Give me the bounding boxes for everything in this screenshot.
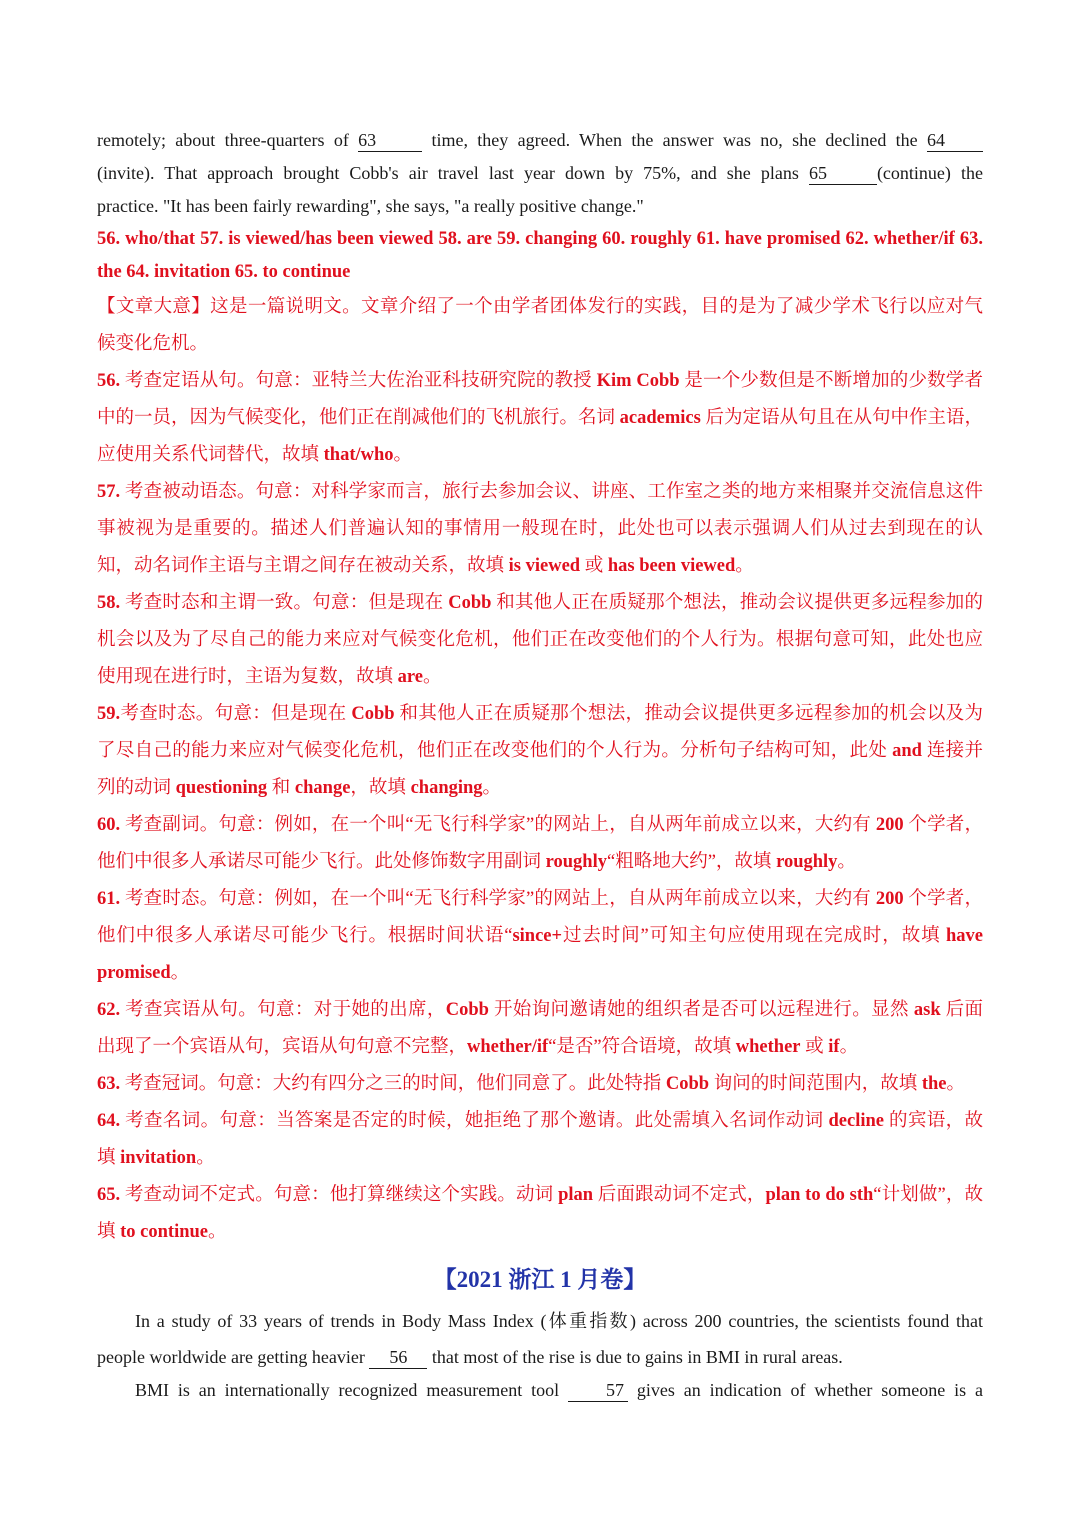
explanation-text: 。: [422, 667, 442, 687]
explanation-item: [97, 1177, 983, 1251]
explanation-item: [97, 1066, 983, 1103]
explanation-list: [97, 363, 983, 1251]
explanation-text: 。: [946, 1074, 966, 1094]
passage-text: time, they agreed. When the answer was no, she declined the: [422, 130, 927, 150]
explanation-keyword: Kim Cobb: [596, 371, 680, 391]
explanation-number: 64.: [97, 1111, 121, 1131]
explanation-item: [97, 363, 983, 474]
answer-key: 56. who/that 57. is viewed/has been viewed 58. are 59. changing 60. roughly 61. have promised 62. whether/if 63. the 64. invitation 65. to continue: [97, 229, 983, 282]
explanation-text: 后面出现了一个宾语从句，宾语从句句意不完整，: [97, 1000, 983, 1057]
explanation-keyword: have promised: [97, 926, 984, 983]
explanation-keyword: ask: [913, 1000, 941, 1020]
explanation-item: [97, 1103, 983, 1177]
explanation-keyword: plan: [558, 1185, 594, 1205]
explanation-text: 。: [196, 1148, 215, 1168]
explanation-text: 开始询问邀请她的组织者是否可以远程进行。显然: [488, 1000, 914, 1020]
explanation-keyword: decline: [828, 1111, 884, 1131]
explanation-keyword: changing: [410, 778, 483, 798]
article-summary: 【文章大意】这是一篇说明文。文章介绍了一个由学者团体发行的实践，目的是为了减少学术飞行以应对气候变化危机。: [97, 297, 983, 354]
explanation-text: 。: [735, 556, 754, 576]
explanation-text: 或: [800, 1037, 829, 1057]
explanation-text: 考查副词。句意：例如，在一个叫“无飞行科学家”的网站上，自从两年前成立以来，大约有: [120, 815, 876, 835]
explanation-text: 考查时态。句意：但是现在: [120, 704, 352, 724]
explanation-keyword: Cobb: [351, 704, 395, 724]
explanation-keyword: roughly: [776, 852, 838, 872]
explanation-text: “计划做”，故填: [97, 1185, 983, 1242]
explanation-keyword: invitation: [120, 1148, 197, 1168]
passage-text: that most of the rise is due to gains in BMI in rural areas.: [427, 1347, 843, 1367]
explanation-keyword: are: [397, 667, 423, 687]
explanation-item: [97, 696, 983, 807]
passage-line: practice. "It has been fairly rewarding", she says, "a really positive change.": [97, 196, 644, 216]
explanation-item: [97, 992, 983, 1066]
section-title: 【2021 浙江 1 月卷】: [433, 1267, 647, 1292]
explanation-text: 考查时态。句意：例如，在一个叫“无飞行科学家”的网站上，自从两年前成立以来，大约有: [120, 889, 876, 909]
explanation-number: 63.: [97, 1074, 121, 1094]
explanation-text: 。: [208, 1222, 227, 1242]
explanation-text: 过去时间”可知主句应使用现在完成时，故填: [562, 926, 947, 946]
explanation-text: 后为定语从句且在从句中作主语，应使用关系代词替代，故填: [97, 408, 983, 465]
explanation-keyword: change: [294, 778, 351, 798]
explanation-keyword: and: [892, 741, 922, 761]
explanation-keyword: Cobb: [445, 1000, 489, 1020]
explanation-number: 61.: [97, 889, 121, 909]
explanation-keyword: is viewed: [508, 556, 581, 576]
explanation-text: 后面跟动词不定式，: [593, 1185, 766, 1205]
explanation-text: 询问的时间范围内，故填: [709, 1074, 922, 1094]
explanation-text: 考查名词。句意：当答案是否定的时候，她拒绝了那个邀请。此处需填入名词作动词: [120, 1111, 829, 1131]
explanation-text: 。: [393, 445, 413, 465]
explanation-number: 59.: [97, 704, 121, 724]
explanation-number: 57.: [97, 482, 121, 502]
explanation-number: 60.: [97, 815, 121, 835]
explanation-keyword: whether/if: [467, 1037, 549, 1057]
explanation-text: 考查宾语从句。句意：对于她的出席，: [120, 1000, 446, 1020]
explanation-text: 考查被动语态。句意：对科学家而言，旅行去参加会议、讲座、工作室之类的地方来相聚并交流信息这件事被视为是重要的。描述人们普遍认知的事情用一般现在时，此处也可以表示强调人们从过去到现在的认知，动名词作主语与主谓之间存在被动关系，故填: [97, 482, 983, 576]
explanation-text: 和其他人正在质疑那个想法，推动会议提供更多远程参加的机会以及为了尽自己的能力来应对气候变化危机，他们正在改变他们的个人行为。分析句子结构可知，此处: [97, 704, 983, 761]
explanation-number: 65.: [97, 1185, 121, 1205]
passage-line: In a study of 33 years of trends in Body Mass Index (体重指数) across 200 countries, the scientists found that: [135, 1311, 983, 1331]
explanation-keyword: questioning: [175, 778, 268, 798]
passage-text: BMI is an internationally recognized measurement tool: [135, 1380, 569, 1400]
explanation-keyword: 200: [875, 889, 904, 909]
passage-line: [97, 124, 983, 157]
explanation-keyword: has been viewed: [607, 556, 736, 576]
blank-56: 56: [369, 1346, 427, 1369]
passage-text: gives an indication of whether someone is a: [628, 1380, 983, 1400]
explanation-text: 考查动词不定式。句意：他打算继续这个实践。动词: [120, 1185, 559, 1205]
explanation-keyword: that/who: [323, 445, 394, 465]
explanation-keyword: since+: [512, 926, 563, 946]
explanation-text: “是否”符合语境，故填: [548, 1037, 736, 1057]
blank-65: 65: [809, 162, 877, 185]
blank-63: 63: [358, 129, 422, 152]
explanation-text: 。: [170, 963, 190, 983]
explanation-text: 个学者，他们中很多人承诺尽可能少飞行。此处修饰数字用副词: [97, 815, 983, 872]
explanation-item: [97, 807, 983, 881]
explanation-item: [97, 881, 983, 992]
explanation-number: 58.: [97, 593, 121, 613]
passage-line: [97, 157, 983, 190]
explanation-text: 考查冠词。句意：大约有四分之三的时间，他们同意了。此处特指: [120, 1074, 666, 1094]
explanation-number: 62.: [97, 1000, 121, 1020]
explanation-text: 。: [839, 1037, 859, 1057]
explanation-text: 。: [837, 852, 856, 872]
explanation-text: 或: [580, 556, 608, 576]
passage-text: (invite). That approach brought Cobb's air travel last year down by 75%, and she plans: [97, 163, 809, 183]
passage-text: (continue) the: [876, 163, 983, 183]
explanation-text: 考查定语从句。句意：亚特兰大佐治亚科技研究院的教授: [120, 371, 597, 391]
explanation-keyword: 200: [875, 815, 904, 835]
explanation-keyword: Cobb: [665, 1074, 710, 1094]
explanation-text: 和: [267, 778, 295, 798]
explanation-text: 个学者，他们中很多人承诺尽可能少飞行。根据时间状语“: [97, 889, 983, 946]
explanation-keyword: academics: [619, 408, 701, 428]
explanation-keyword: whether: [735, 1037, 801, 1057]
explanation-text: 连接并列的动词: [97, 741, 983, 798]
explanation-item: [97, 585, 983, 696]
explanation-text: “粗略地大约”，故填: [607, 852, 777, 872]
blank-57: 57: [568, 1379, 628, 1402]
passage-text: remotely; about three-quarters of: [97, 130, 359, 150]
passage-line: [97, 1339, 983, 1375]
explanation-keyword: the: [921, 1074, 947, 1094]
explanation-keyword: if: [828, 1037, 840, 1057]
passage-line: [97, 1375, 983, 1405]
explanation-text: 和其他人正在质疑那个想法，推动会议提供更多远程参加的机会以及为了尽自己的能力来应对气候变化危机，他们正在改变他们的个人行为。根据句意可知，此处也应使用现在进行时，主语为复数，故填: [97, 593, 983, 687]
explanation-text: 。: [482, 778, 502, 798]
blank-64: 64: [927, 129, 983, 152]
document-page: [97, 124, 983, 1405]
explanation-text: 是一个少数但是不断增加的少数学者中的一员，因为气候变化，他们正在削减他们的飞机旅行。名词: [97, 371, 983, 428]
explanation-text: ，故填: [350, 778, 411, 798]
explanation-keyword: plan to do sth: [765, 1185, 874, 1205]
explanation-keyword: Cobb: [448, 593, 492, 613]
explanation-number: 56.: [97, 371, 121, 391]
explanation-keyword: to continue: [120, 1222, 209, 1242]
explanation-text: 考查时态和主谓一致。句意：但是现在: [120, 593, 449, 613]
explanation-keyword: roughly: [545, 852, 607, 872]
explanation-item: [97, 474, 983, 585]
passage-text: people worldwide are getting heavier: [97, 1347, 370, 1367]
explanation-text: 的宾语，故填: [97, 1111, 983, 1168]
